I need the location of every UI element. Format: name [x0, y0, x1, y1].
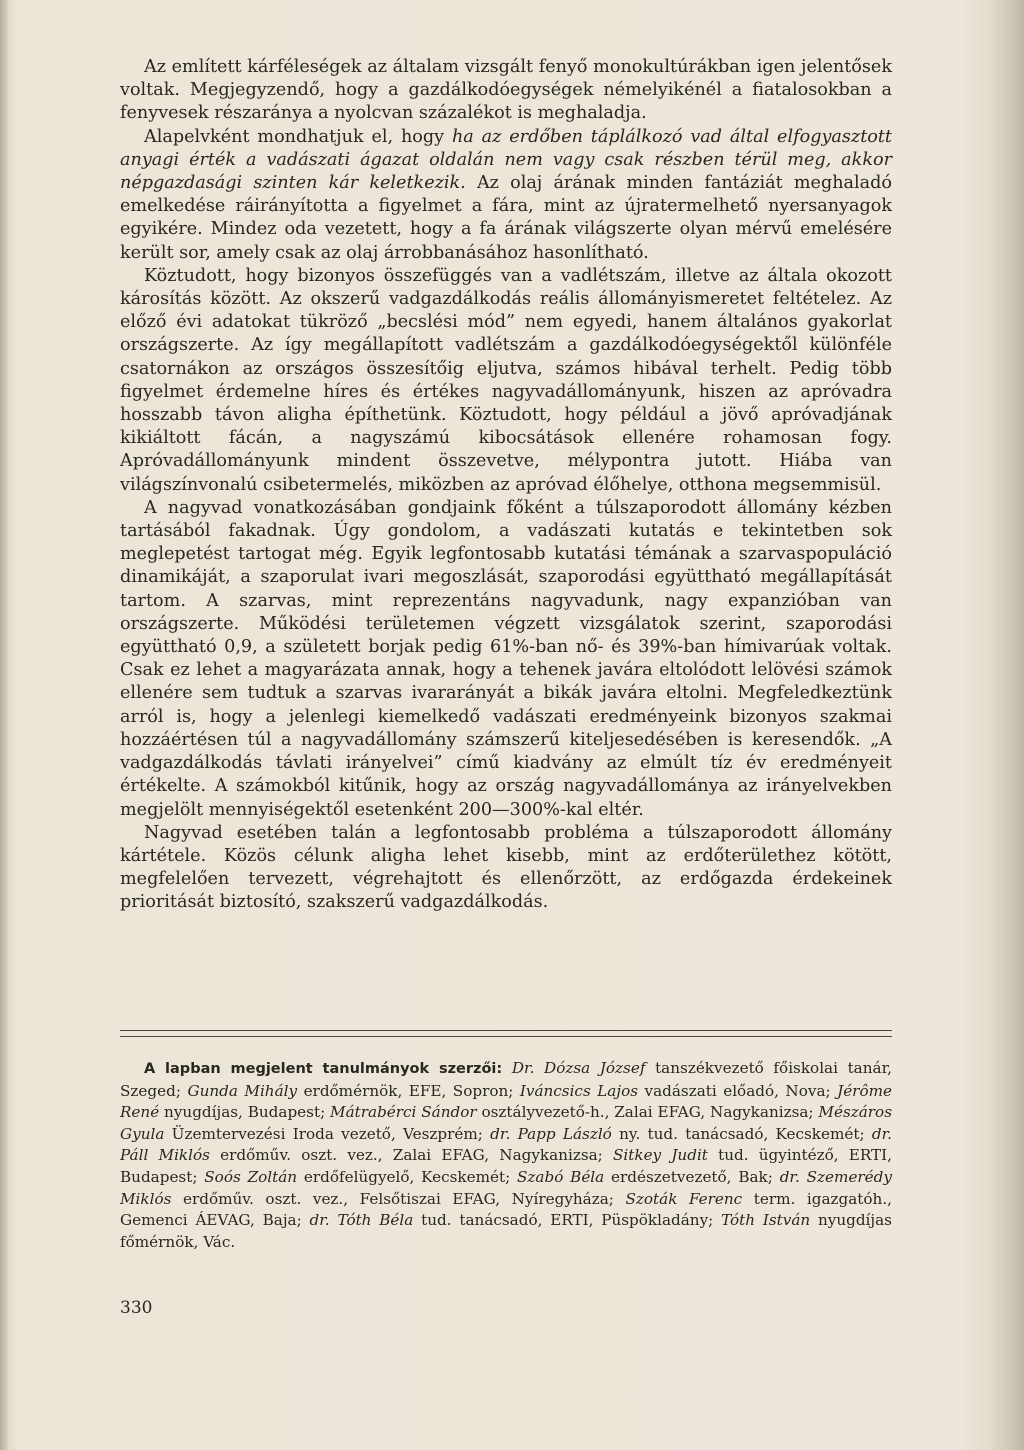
contributor-description: osztályvezető-h., Zalai EFAG, Nagykanizsa;	[476, 1103, 819, 1122]
double-rule-top	[120, 1030, 892, 1031]
contributor-description: tud. tanácsadó, ERTI, Püspökladány;	[413, 1211, 722, 1230]
contributor-description: erdőműv. oszt. vez., Felsőtiszai EFAG, Nyíregyháza;	[171, 1189, 626, 1208]
contributor-name: Soós Zoltán	[204, 1167, 298, 1186]
paragraph-2	[120, 126, 892, 265]
contributor-description: tud. ügyintéző, ERTI, Budapest;	[120, 1146, 892, 1186]
contributors-heading: A lapban megjelent tanulmányok szerzői:	[144, 1061, 503, 1077]
paragraph-3: Köztudott, hogy bizonyos összefüggés van a vadlétszám, illetve az általa okozott károsítás között. Az okszerű vadgazdálkodás reális állományismeretet feltételez. Az előző évi adatokat tükröző „becslési mód” nem egyedi, hanem általános gyakorlat országszerte. Az így megállapított vadlétszám a gazdálkodóegységektől különféle csatornákon az országos összesítőig eljutva, számos hibával terhelt. Pedig több figyelmet érdemelne híres és értékes nagyvadállományunk, hiszen az apróvadra hosszabb távon aligha építhetünk. Köztudott, hogy például a jövő apróvadjának kikiáltott fácán, a nagyszámú kibocsátások ellenére rohamosan fogy. Apróvadállományunk mindent összevetve, mélypontra jutott. Hiába van világszínvonalú csibetermelés, miközben az apróvad élőhelye, otthona megsemmisül.	[120, 265, 892, 495]
contributor-description: vadászati előadó, Nova;	[638, 1081, 838, 1100]
contributor-description: term. igazgatóh., Gemenci ÁEVAG, Baja;	[120, 1189, 892, 1230]
contributor-name: Iváncsics Lajos	[519, 1081, 639, 1100]
contributor-name: dr. Papp László	[490, 1124, 612, 1143]
double-rule-bottom	[120, 1036, 892, 1037]
paragraph-2-emphasis: ha az erdőben táplálkozó vad által elfogyasztott anyagi érték a vadászati ágazat oldalán nem vagy csak részben térül meg, akkor népgazdasági szinten kár keletkezik.	[120, 126, 892, 194]
contributor-description: erdőmérnök, EFE, Sopron;	[297, 1081, 520, 1100]
contributor-name: Dr. Dózsa József	[511, 1059, 646, 1077]
paragraph-4: A nagyvad vonatkozásában gondjaink főként a túlszaporodott állomány kézben tartásából fakadnak. Úgy gondolom, a vadászati kutatás e tekintetben sok meglepetést tartogat még. Egyik legfontosabb kutatási témának a szarvaspopuláció dinamikáját, a szaporulat ivari megoszlását, szaporodási együttható megállapítását tartom. A szarvas, mint reprezentáns nagyvadunk, nagy expanzióban van országszerte. Működési területemen végzett vizsgálatok szerint, szaporodási együttható 0,9, a született borjak pedig 61%-ban nő- és 39%-ban hímivarúak voltak. Csak ez lehet a magyarázata annak, hogy a tehenek javára eltolódott lelövési számok ellenére sem tudtuk a szarvas ivararányát a bikák javára eltolni. Megfeledkeztünk arról is, hogy a jelenlegi kiemelkedő vadászati eredményeink bizonyos szakmai hozzáértésen túl a nagyvadállomány számszerű kiteljesedésében is keresendők. „A vadgazdálkodás távlati irányelvei” című kiadvány az elmúlt tíz év eredményeit értékelte. A számokból kitűnik, hogy az ország nagyvadállománya az irányelvekben megjelölt mennyiségektől esetenként 200—300%-kal eltér.	[120, 497, 892, 820]
contributor-name: Szoták Ferenc	[625, 1189, 743, 1208]
contributor-description: erdészetvezető, Bak;	[604, 1167, 780, 1186]
contributor-name: dr. Szemerédy Miklós	[120, 1167, 892, 1208]
main-text	[120, 56, 892, 915]
paragraph-2-lead: Alapelvként mondhatjuk el, hogy	[144, 126, 452, 147]
contributor-description: erdőműv. oszt. vez., Zalai EFAG, Nagykanizsa;	[209, 1146, 613, 1165]
contributors-paragraph	[120, 1058, 892, 1253]
contributor-description: erdőfelügyelő, Kecskemét;	[297, 1167, 518, 1186]
paragraph-2-rest: Az olaj árának minden fantáziát meghaladó emelkedése ráirányította a figyelmet a fára, mint az újratermelhető nyersanyagok egyikére. Mindez oda vezetett, hogy a fa árának világszerte olyan mérvű emelésére került sor, amely csak az olaj árrobbanásához hasonlítható.	[120, 173, 892, 263]
contributor-name: dr. Tóth Béla	[309, 1211, 414, 1230]
contributor-description: nyugdíjas, Budapest;	[159, 1103, 331, 1122]
contributor-description: Üzemtervezési Iroda vezető, Veszprém;	[164, 1124, 491, 1143]
contributor-name: Sitkey Judit	[613, 1146, 708, 1165]
paragraph-5: Nagyvad esetében talán a legfontosabb probléma a túlszaporodott állomány kártétele. Közös célunk aligha lehet kisebb, mint az erdőterülethez kötött, megfelelően tervezett, végrehajtott és ellenőrzött, az erdőgazda érdekeinek prioritását biztosító, szakszerű vadgazdálkodás.	[120, 822, 892, 913]
contributor-name: Gunda Mihály	[187, 1081, 298, 1100]
contributor-name: dr. Páll Miklós	[120, 1124, 892, 1165]
contributor-name: Tóth István	[721, 1211, 811, 1230]
contributor-description: tanszékvezető főiskolai tanár, Szeged;	[120, 1059, 892, 1100]
contributor-name: Mészáros Gyula	[120, 1103, 892, 1143]
contributor-name: Jérôme René	[120, 1081, 892, 1122]
contributor-description: nyugdíjas főmérnök, Vác.	[120, 1211, 892, 1251]
contributor-name: Mátrabérci Sándor	[330, 1103, 477, 1122]
contributor-description: ny. tud. tanácsadó, Kecskemét;	[611, 1124, 872, 1143]
page-spine-shadow	[0, 0, 8, 1450]
page-number: 330	[120, 1298, 153, 1318]
paragraph-1: Az említett kárféleségek az általam vizsgált fenyő monokultúrákban igen jelentősek voltak. Megjegyzendő, hogy a gazdálkodóegységek némelyikénél a fiatalosokban a fenyvesek részaránya a nyolcvan százalékot is meghaladja.	[120, 57, 892, 124]
contributor-name: Szabó Béla	[517, 1167, 605, 1186]
contributors-note	[120, 1058, 892, 1253]
